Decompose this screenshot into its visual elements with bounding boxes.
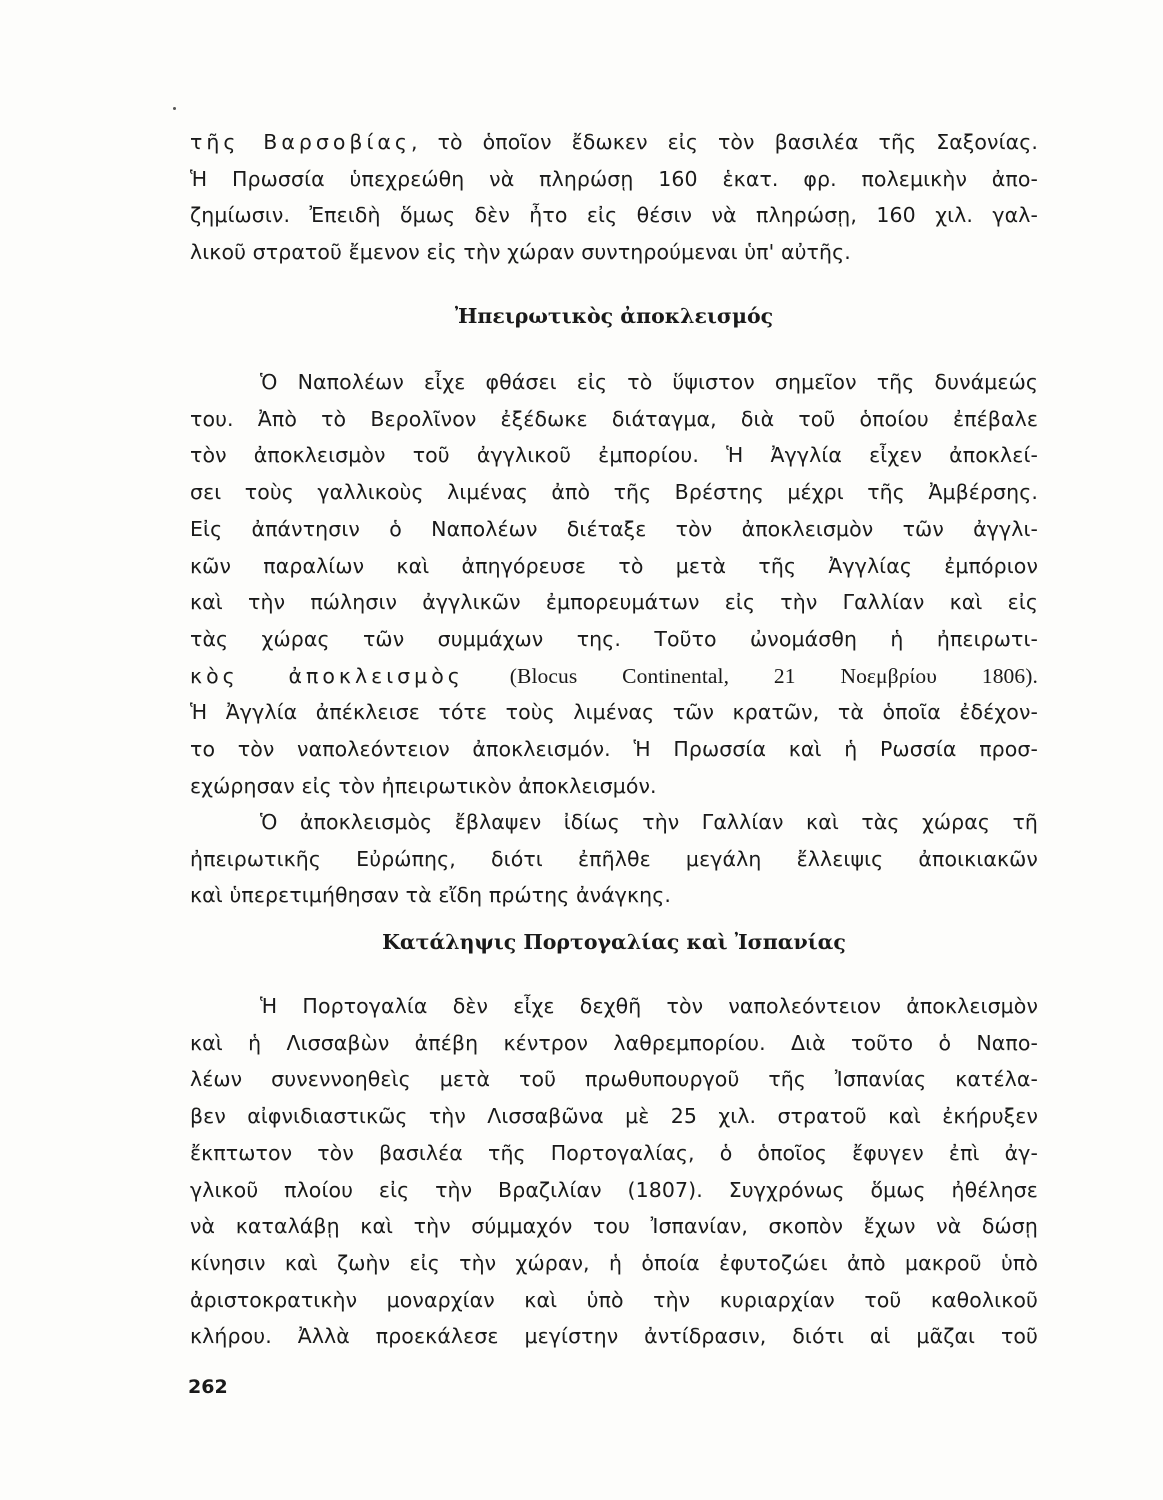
text-line: καὶ ὑπερετιμήθησαν τὰ εἴδη πρώτης ἀνάγκης.: [190, 883, 672, 908]
text-line: Ὁ ἀποκλεισμὸς ἔβλαψεν ἰδίως τὴν Γαλλίαν καὶ τὰς χώρας τῆ: [260, 810, 1038, 834]
text-line: λικοῦ στρατοῦ ἔμενον εἰς τὴν χώραν συντηρούμεναι ὑπ' αὐτῆς.: [190, 240, 851, 265]
text-line: καὶ ἡ Λισσαβὼν ἀπέβη κέντρον λαθρεμπορίου. Διὰ τοῦτο ὁ Ναπο-: [190, 1030, 1038, 1055]
text-line: σει τοὺς γαλλικοὺς λιμένας ἀπὸ τῆς Βρέστης μέχρι τῆς Ἀμβέρσης.: [190, 480, 1038, 505]
text-line: βεν αἰφνιδιαστικῶς τὴν Λισσαβῶνα μὲ 25 χιλ. στρατοῦ καὶ ἐκήρυξεν: [190, 1104, 1038, 1129]
text-line: ἀριστοκρατικὴν μοναρχίαν καὶ ὑπὸ τὴν κυριαρχίαν τοῦ καθολικοῦ: [190, 1287, 1038, 1312]
text-line: εχώρησαν εἰς τὸν ἠπειρωτικὸν ἀποκλεισμόν.: [190, 773, 657, 798]
page-number: 262: [188, 1376, 228, 1398]
section1-paragraph1: [190, 364, 1038, 804]
text-line: τὸν ἀποκλεισμὸν τοῦ ἀγγλικοῦ ἐμπορίου. Ἡ Ἀγγλία εἶχεν ἀποκλεί-: [190, 443, 1038, 468]
text-line: κίνησιν καὶ ζωὴν εἰς τὴν χώραν, ἡ ὁποία ἐφυτοζώει ἀπὸ μακροῦ ὑπὸ: [190, 1250, 1038, 1275]
section2-paragraph1: [190, 988, 1038, 1355]
text-line: [190, 658, 1038, 695]
text-line: Ὁ Ναπολέων εἶχε φθάσει εἰς τὸ ὕψιστον σημεῖον τῆς δυνάμεώς: [260, 370, 1038, 394]
intro-paragraph: [190, 124, 1038, 271]
text-line: το τὸν ναπολεόντειον ἀποκλεισμόν. Ἡ Πρωσσία καὶ ἡ Ρωσσία προσ-: [190, 737, 1038, 762]
text-line: κλήρου. Ἀλλὰ προεκάλεσε μεγίστην ἀντίδρασιν, διότι αἱ μᾶζαι τοῦ: [190, 1324, 1038, 1349]
text-line: ἔκπτωτον τὸν βασιλέα τῆς Πορτογαλίας, ὁ ὁποῖος ἔφυγεν ἐπὶ ἀγ-: [190, 1140, 1038, 1165]
text-line: τὰς χώρας τῶν συμμάχων της. Τοῦτο ὠνομάσθη ἡ ἠπειρωτι-: [190, 626, 1038, 651]
text-line: γλικοῦ πλοίου εἰς τὴν Βραζιλίαν (1807). Συγχρόνως ὅμως ἠθέλησε: [190, 1177, 1038, 1202]
spaced-term: κὸς ἀποκλεισμὸς: [190, 663, 464, 688]
text-line: Ἡ Πρωσσία ὑπεχρεώθη νὰ πληρώσῃ 160 ἑκατ. φρ. πολεμικὴν ἀπο-: [190, 166, 1038, 191]
text-line: ἠπειρωτικῆς Εὐρώπης, διότι ἐπῆλθε μεγάλη ἔλλειψις ἀποικιακῶν: [190, 846, 1038, 871]
section-heading-portugal-spain: Κατάληψις Πορτογαλίας καὶ Ἰσπανίας: [382, 930, 846, 954]
scan-speck: [173, 107, 176, 110]
text-line: κῶν παραλίων καὶ ἀπηγόρευσε τὸ μετὰ τῆς Ἀγγλίας ἐμπόριον: [190, 553, 1038, 578]
text-line: καὶ τὴν πώλησιν ἀγγλικῶν ἐμπορευμάτων εἰς τὴν Γαλλίαν καὶ εἰς: [190, 590, 1038, 615]
text-line: Ἡ Ἀγγλία ἀπέκλεισε τότε τοὺς λιμένας τῶν κρατῶν, τὰ ὁποῖα ἐδέχον-: [190, 700, 1038, 725]
text-line: Ἡ Πορτογαλία δὲν εἶχε δεχθῆ τὸν ναπολεόντειον ἀποκλεισμὸν: [260, 994, 1038, 1018]
text-line: ζημίωσιν. Ἐπειδὴ ὅμως δὲν ἦτο εἰς θέσιν νὰ πληρώσῃ, 160 χιλ. γαλ-: [190, 203, 1038, 228]
text-segment: (Blocus Continental, 21 Νοεμβρίου 1806).: [509, 663, 1038, 688]
spaced-phrase: τῆς Βαρσοβίας: [190, 130, 411, 154]
section1-paragraph2: [190, 804, 1038, 914]
text-line: λέων συνεννοηθεὶς μετὰ τοῦ πρωθυπουργοῦ τῆς Ἰσπανίας κατέλα-: [190, 1067, 1038, 1092]
text-line: του. Ἀπὸ τὸ Βερολῖνον ἐξέδωκε διάταγμα, διὰ τοῦ ὁποίου ἐπέβαλε: [190, 406, 1038, 431]
text-line: νὰ καταλάβῃ καὶ τὴν σύμμαχόν του Ἰσπανίαν, σκοπὸν ἔχων νὰ δώσῃ: [190, 1214, 1038, 1239]
section-heading-continental-blockade: Ἠπειρωτικὸς ἀποκλεισμός: [454, 304, 774, 328]
text-line: Εἰς ἀπάντησιν ὁ Ναπολέων διέταξε τὸν ἀποκλεισμὸν τῶν ἀγγλι-: [190, 516, 1038, 541]
text-line: τῆς Βαρσοβίας, τὸ ὁποῖον ἔδωκεν εἰς τὸν βασιλέα τῆς Σαξονίας.: [190, 130, 1038, 154]
